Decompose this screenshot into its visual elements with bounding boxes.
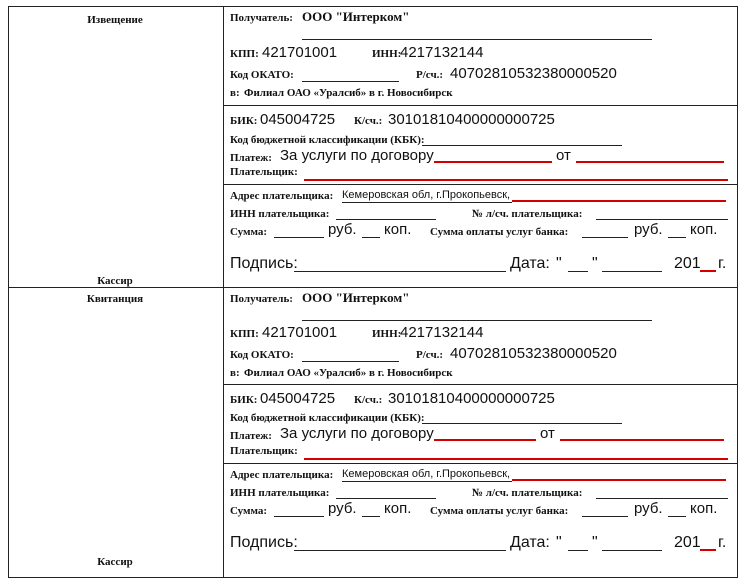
date-quote-close: " (592, 534, 598, 551)
signature-label: Подпись: (230, 255, 298, 272)
payer-divider (224, 463, 738, 464)
ot-label: от (556, 147, 571, 164)
bik-value: 045004725 (260, 111, 336, 128)
day-line (568, 550, 588, 551)
month-line (602, 271, 662, 272)
year-suffix: г. (718, 534, 727, 551)
kassir-label-bottom: Кассир (97, 556, 133, 568)
signature-line (294, 271, 506, 272)
month-line (602, 550, 662, 551)
inn-label: ИНН: (372, 48, 402, 60)
okato-line (302, 81, 399, 82)
recipient-label: Получатель: (230, 12, 293, 24)
sum-kop-line (362, 237, 380, 238)
rs-value: 40702810532380000520 (450, 345, 617, 362)
payer-divider (224, 184, 738, 185)
payment-label: Платеж: (230, 152, 272, 164)
payer-label: Плательщик: (230, 166, 298, 178)
recipient-value: ООО "Интерком" (302, 9, 410, 24)
block-divider (224, 384, 738, 385)
account-line (596, 498, 728, 499)
fee-kop-line (668, 516, 686, 517)
sum-rub-line (274, 516, 324, 517)
rs-label: Р/сч.: (416, 349, 444, 361)
kbk-label: Код бюджетной классификации (КБК): (230, 412, 425, 424)
inn-label: ИНН: (372, 328, 402, 340)
fee-kop-label: коп. (690, 500, 718, 517)
payment-value: За услуги по договору (280, 425, 434, 442)
notice-section (224, 6, 738, 287)
ot-label: от (540, 425, 555, 442)
okato-label: Код ОКАТО: (230, 69, 294, 81)
date-quote-open: " (556, 534, 562, 551)
payer-line (304, 179, 728, 181)
bik-label: БИК: (230, 115, 258, 127)
year-prefix: 201 (674, 534, 701, 551)
bank-fee-label: Сумма оплаты услуг банка: (430, 505, 569, 517)
sum-rub-line (274, 237, 324, 238)
ks-value: 30101810400000000725 (388, 390, 555, 407)
kpp-label: КПП: (230, 328, 259, 340)
ks-label: К/сч.: (354, 115, 383, 127)
address-red-line (512, 479, 726, 481)
recipient-label: Получатель: (230, 293, 293, 305)
address-red-line (512, 200, 726, 202)
block-divider (224, 105, 738, 106)
inn-value: 4217132144 (400, 44, 484, 61)
izveshchenie-label: Извещение (87, 14, 143, 26)
sum-kop-label: коп. (384, 500, 412, 517)
kpp-value: 421701001 (262, 44, 338, 61)
payer-line (304, 458, 728, 460)
kbk-line (422, 423, 622, 424)
payer-inn-label: ИНН плательщика: (230, 487, 330, 499)
rs-value: 40702810532380000520 (450, 65, 617, 82)
year-red-line (700, 270, 716, 272)
okato-line (302, 361, 399, 362)
address-label: Адрес плательщика: (230, 469, 334, 481)
sum-kop-label: коп. (384, 221, 412, 238)
payer-inn-label: ИНН плательщика: (230, 208, 330, 220)
kpp-value: 421701001 (262, 324, 338, 341)
year-suffix: г. (718, 255, 727, 272)
payment-value: За услуги по договору (280, 147, 434, 164)
date-quote-open: " (556, 255, 562, 272)
contract-date-line (576, 161, 724, 163)
inn-value: 4217132144 (400, 324, 484, 341)
payer-label: Плательщик: (230, 445, 298, 457)
kbk-label: Код бюджетной классификации (КБК): (230, 134, 425, 146)
account-label: № л/сч. плательщика: (472, 487, 583, 499)
receipt-section (224, 288, 738, 569)
year-prefix: 201 (674, 255, 701, 272)
day-line (568, 271, 588, 272)
address-value: Кемеровская обл, г.Прокопьевск, (342, 189, 511, 201)
kvitanciya-label: Квитанция (86, 293, 144, 305)
sum-label: Сумма: (230, 226, 268, 238)
fee-kop-label: коп. (690, 221, 718, 238)
contract-date-line (560, 439, 724, 441)
date-quote-close: " (592, 255, 598, 272)
date-label: Дата: (510, 255, 550, 272)
signature-label: Подпись: (230, 534, 298, 551)
bank-fee-label: Сумма оплаты услуг банка: (430, 226, 569, 238)
recipient-line (302, 320, 652, 321)
payer-inn-line (336, 219, 436, 220)
sum-kop-line (362, 516, 380, 517)
ks-label: К/сч.: (354, 394, 383, 406)
contract-number-line (434, 161, 552, 163)
bik-value: 045004725 (260, 390, 336, 407)
fee-rub-label: руб. (634, 221, 663, 238)
payment-label: Платеж: (230, 430, 272, 442)
address-underline (342, 202, 512, 203)
fee-kop-line (668, 237, 686, 238)
signature-line (294, 550, 506, 551)
contract-number-line (434, 439, 536, 441)
bank-label: в: (230, 87, 240, 99)
fee-rub-line (582, 516, 628, 517)
bank-value: Филиал ОАО «Уралсиб» в г. Новосибирск (244, 87, 453, 99)
sum-rub-label: руб. (328, 221, 357, 238)
sum-label: Сумма: (230, 505, 268, 517)
ks-value: 30101810400000000725 (388, 111, 555, 128)
okato-label: Код ОКАТО: (230, 349, 294, 361)
fee-rub-line (582, 237, 628, 238)
sum-rub-label: руб. (328, 500, 357, 517)
account-label: № л/сч. плательщика: (472, 208, 583, 220)
bik-label: БИК: (230, 394, 258, 406)
recipient-line (302, 39, 652, 40)
kpp-label: КПП: (230, 48, 259, 60)
account-line (596, 219, 728, 220)
kbk-line (422, 145, 622, 146)
address-label: Адрес плательщика: (230, 190, 334, 202)
date-label: Дата: (510, 534, 550, 551)
kassir-label-top: Кассир (97, 275, 133, 287)
address-underline (342, 481, 512, 482)
bank-value: Филиал ОАО «Уралсиб» в г. Новосибирск (244, 367, 453, 379)
address-value: Кемеровская обл, г.Прокопьевск, (342, 468, 511, 480)
payer-inn-line (336, 498, 436, 499)
fee-rub-label: руб. (634, 500, 663, 517)
bank-label: в: (230, 367, 240, 379)
recipient-value: ООО "Интерком" (302, 290, 410, 305)
rs-label: Р/сч.: (416, 69, 444, 81)
year-red-line (700, 549, 716, 551)
